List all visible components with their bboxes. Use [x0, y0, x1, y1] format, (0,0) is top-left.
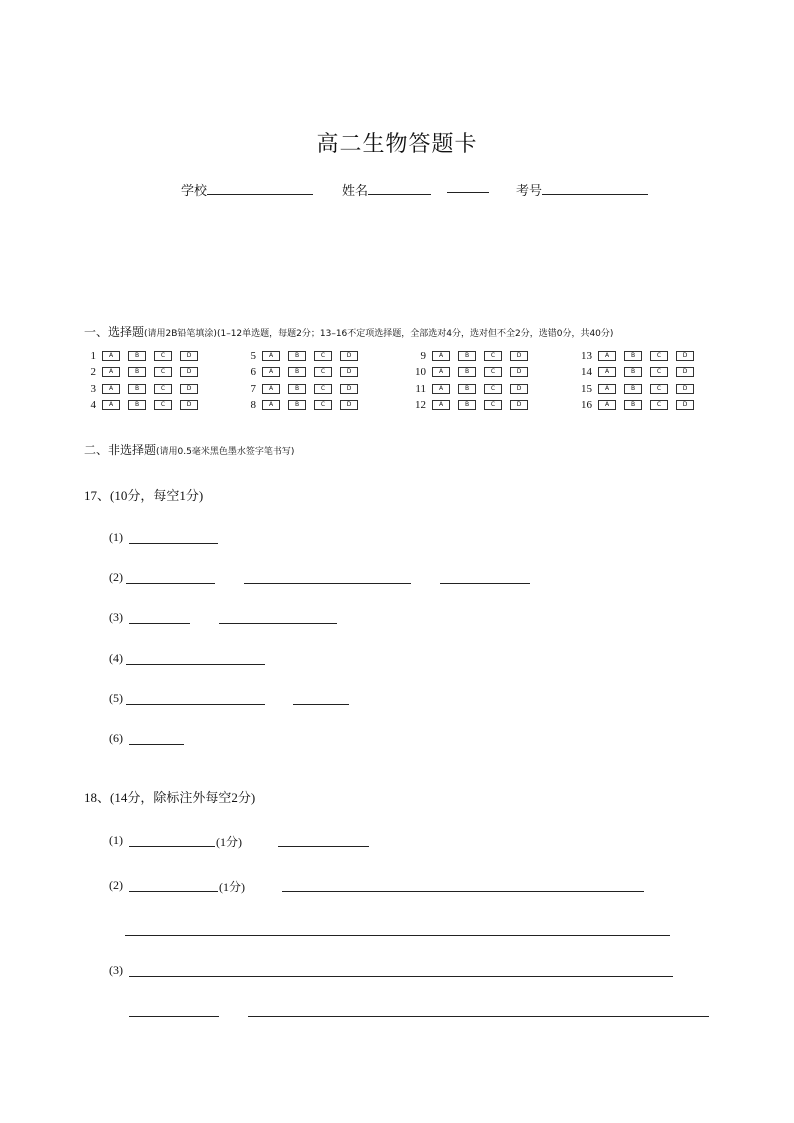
answer-bubble-c[interactable]: C	[314, 384, 332, 394]
q18-part1-score-note: (1分)	[216, 835, 242, 849]
answer-bubble-a[interactable]: A	[262, 400, 280, 410]
choice-row	[84, 366, 206, 378]
answer-bubble-b[interactable]: B	[458, 367, 476, 377]
q17-part1-blank[interactable]	[129, 543, 218, 544]
section1-note1: (请用2B铅笔填涂)	[144, 329, 217, 339]
answer-bubble-d[interactable]: D	[180, 400, 198, 410]
answer-bubble-c[interactable]: C	[314, 351, 332, 361]
question-number: 15	[581, 383, 592, 395]
q17-part3-blank1[interactable]	[129, 623, 190, 624]
answer-bubble-c[interactable]: C	[650, 384, 668, 394]
answer-bubble-a[interactable]: A	[102, 400, 120, 410]
answer-bubble-d[interactable]: D	[510, 384, 528, 394]
class-field	[447, 180, 489, 197]
answer-bubble-a[interactable]: A	[598, 367, 616, 377]
answer-bubble-c[interactable]: C	[484, 400, 502, 410]
answer-bubble-b[interactable]: B	[128, 384, 146, 394]
name-input-line[interactable]	[368, 182, 431, 195]
name-label: 姓名	[342, 184, 369, 199]
answer-bubble-d[interactable]: D	[676, 351, 694, 361]
answer-bubble-d[interactable]: D	[676, 384, 694, 394]
answer-bubble-b[interactable]: B	[624, 351, 642, 361]
choice-row	[238, 399, 366, 411]
choice-row	[238, 366, 366, 378]
choice-row	[562, 350, 702, 362]
answer-bubble-b[interactable]: B	[128, 400, 146, 410]
answer-bubble-b[interactable]: B	[458, 400, 476, 410]
answer-bubble-a[interactable]: A	[262, 367, 280, 377]
answer-bubble-d[interactable]: D	[340, 367, 358, 377]
answer-bubble-d[interactable]: D	[180, 351, 198, 361]
q17-part2-blank3[interactable]	[440, 583, 530, 584]
answer-bubble-a[interactable]: A	[432, 384, 450, 394]
answer-bubble-c[interactable]: C	[154, 384, 172, 394]
choice-row	[84, 383, 206, 395]
q17-part5-label: (5)	[109, 691, 123, 705]
q18-part3-label: (3)	[109, 963, 123, 977]
answer-bubble-b[interactable]: B	[458, 384, 476, 394]
answer-bubble-c[interactable]: C	[650, 367, 668, 377]
answer-bubble-d[interactable]: D	[180, 367, 198, 377]
answer-bubble-d[interactable]: D	[340, 384, 358, 394]
section1-note2: (1–12单选题，每题2分；13–16不定项选择题，全部选对4分，选对但不全2分，选错0分，共40分)	[216, 329, 614, 339]
q17-part3-blank2[interactable]	[219, 623, 337, 624]
q17-part2-blank1[interactable]	[126, 583, 215, 584]
answer-bubble-d[interactable]: D	[510, 351, 528, 361]
q17-part5-blank2[interactable]	[293, 704, 349, 705]
q18-header: 18、(14分，除标注外每空2分)	[84, 790, 256, 805]
answer-bubble-b[interactable]: B	[128, 351, 146, 361]
answer-bubble-d[interactable]: D	[340, 400, 358, 410]
school-input-line[interactable]	[207, 182, 313, 195]
answer-bubble-a[interactable]: A	[432, 351, 450, 361]
question-number: 7	[250, 383, 256, 395]
answer-bubble-d[interactable]: D	[510, 367, 528, 377]
q18-part2-blank2[interactable]	[282, 891, 644, 892]
answer-bubble-d[interactable]: D	[510, 400, 528, 410]
q18-part2-score-note: (1分)	[219, 880, 245, 894]
answer-bubble-c[interactable]: C	[154, 367, 172, 377]
q18-part2-label: (2)	[109, 878, 123, 892]
question-number: 5	[250, 350, 256, 362]
question-number: 1	[90, 350, 96, 362]
answer-bubble-a[interactable]: A	[432, 367, 450, 377]
q18-part1-label: (1)	[109, 833, 123, 847]
section2-heading: 二、非选择题(请用0.5毫米黑色墨水签字笔书写)	[84, 443, 295, 457]
answer-bubble-d[interactable]: D	[676, 367, 694, 377]
answer-bubble-a[interactable]: A	[598, 384, 616, 394]
answer-bubble-c[interactable]: C	[650, 351, 668, 361]
answer-bubble-b[interactable]: B	[128, 367, 146, 377]
answer-bubble-b[interactable]: B	[624, 384, 642, 394]
choice-row	[398, 383, 536, 395]
question-number: 8	[250, 399, 256, 411]
choice-row	[562, 383, 702, 395]
answer-bubble-c[interactable]: C	[314, 400, 332, 410]
q17-part2-blank2[interactable]	[244, 583, 411, 584]
answer-bubble-b[interactable]: B	[624, 367, 642, 377]
q18-part3-blank1[interactable]	[129, 976, 673, 977]
question-number: 3	[90, 383, 96, 395]
choice-row	[398, 366, 536, 378]
q17-part4-blank[interactable]	[126, 664, 265, 665]
answer-bubble-d[interactable]: D	[340, 351, 358, 361]
answer-bubble-c[interactable]: C	[484, 367, 502, 377]
answer-bubble-b[interactable]: B	[288, 367, 306, 377]
page-title: 高二生物答题卡	[316, 132, 478, 157]
q17-part6-blank[interactable]	[129, 744, 184, 745]
choice-row	[562, 366, 702, 378]
school-field	[181, 180, 313, 199]
q17-part4-label: (4)	[109, 651, 123, 665]
q17-part6-label: (6)	[109, 731, 123, 745]
answer-bubble-c[interactable]: C	[484, 384, 502, 394]
answer-bubble-d[interactable]: D	[676, 400, 694, 410]
answer-bubble-c[interactable]: C	[314, 367, 332, 377]
answer-bubble-a[interactable]: A	[432, 400, 450, 410]
school-label: 学校	[181, 184, 208, 199]
question-number: 9	[420, 350, 426, 362]
answer-bubble-a[interactable]: A	[598, 351, 616, 361]
exam-no-field	[516, 180, 648, 199]
choice-row	[238, 350, 366, 362]
q18-part3-blank3[interactable]	[248, 1016, 709, 1017]
question-number: 4	[90, 399, 96, 411]
section1-heading: 一、选择题(请用2B铅笔填涂)(1–12单选题，每题2分；13–16不定项选择题，全部选对4分，选对但不全2分，选错0分，共40分)	[84, 325, 614, 339]
choice-row	[398, 399, 536, 411]
answer-bubble-c[interactable]: C	[154, 400, 172, 410]
choice-row	[398, 350, 536, 362]
choice-row	[238, 383, 366, 395]
q17-part3-label: (3)	[109, 610, 123, 624]
q18-part2-blank1[interactable]	[129, 891, 218, 892]
answer-bubble-a[interactable]: A	[598, 400, 616, 410]
answer-bubble-c[interactable]: C	[154, 351, 172, 361]
answer-bubble-a[interactable]: A	[102, 384, 120, 394]
choice-row	[84, 350, 206, 362]
question-number: 14	[581, 366, 592, 378]
section2-note: (请用0.5毫米黑色墨水签字笔书写)	[156, 447, 295, 457]
answer-bubble-a[interactable]: A	[262, 351, 280, 361]
answer-bubble-b[interactable]: B	[624, 400, 642, 410]
answer-bubble-c[interactable]: C	[484, 351, 502, 361]
name-field	[342, 180, 431, 199]
exam-no-label: 考号	[516, 184, 543, 199]
class-input-line[interactable]	[447, 180, 489, 193]
answer-bubble-a[interactable]: A	[262, 384, 280, 394]
answer-bubble-b[interactable]: B	[288, 351, 306, 361]
answer-bubble-b[interactable]: B	[288, 400, 306, 410]
choice-row	[562, 399, 702, 411]
question-number: 11	[415, 383, 426, 395]
q18-part3-blank2[interactable]	[129, 1016, 219, 1017]
question-number: 6	[250, 366, 256, 378]
q17-part2-label: (2)	[109, 570, 123, 584]
exam-no-input-line[interactable]	[542, 182, 648, 195]
question-number: 13	[581, 350, 592, 362]
question-number: 2	[90, 366, 96, 378]
answer-bubble-b[interactable]: B	[288, 384, 306, 394]
question-number: 16	[581, 399, 592, 411]
question-number: 12	[415, 399, 426, 411]
q18-part2-blank3[interactable]	[125, 935, 670, 936]
q17-part5-blank1[interactable]	[126, 704, 265, 705]
answer-bubble-d[interactable]: D	[180, 384, 198, 394]
answer-bubble-c[interactable]: C	[650, 400, 668, 410]
q18-part1-blank1[interactable]	[129, 846, 215, 847]
q17-part1-label: (1)	[109, 530, 123, 544]
choice-row	[84, 399, 206, 411]
answer-bubble-b[interactable]: B	[458, 351, 476, 361]
answer-bubble-a[interactable]: A	[102, 351, 120, 361]
q18-part1-blank2[interactable]	[278, 846, 369, 847]
answer-bubble-a[interactable]: A	[102, 367, 120, 377]
q17-header: 17、(10分，每空1分)	[84, 488, 204, 503]
question-number: 10	[415, 366, 426, 378]
